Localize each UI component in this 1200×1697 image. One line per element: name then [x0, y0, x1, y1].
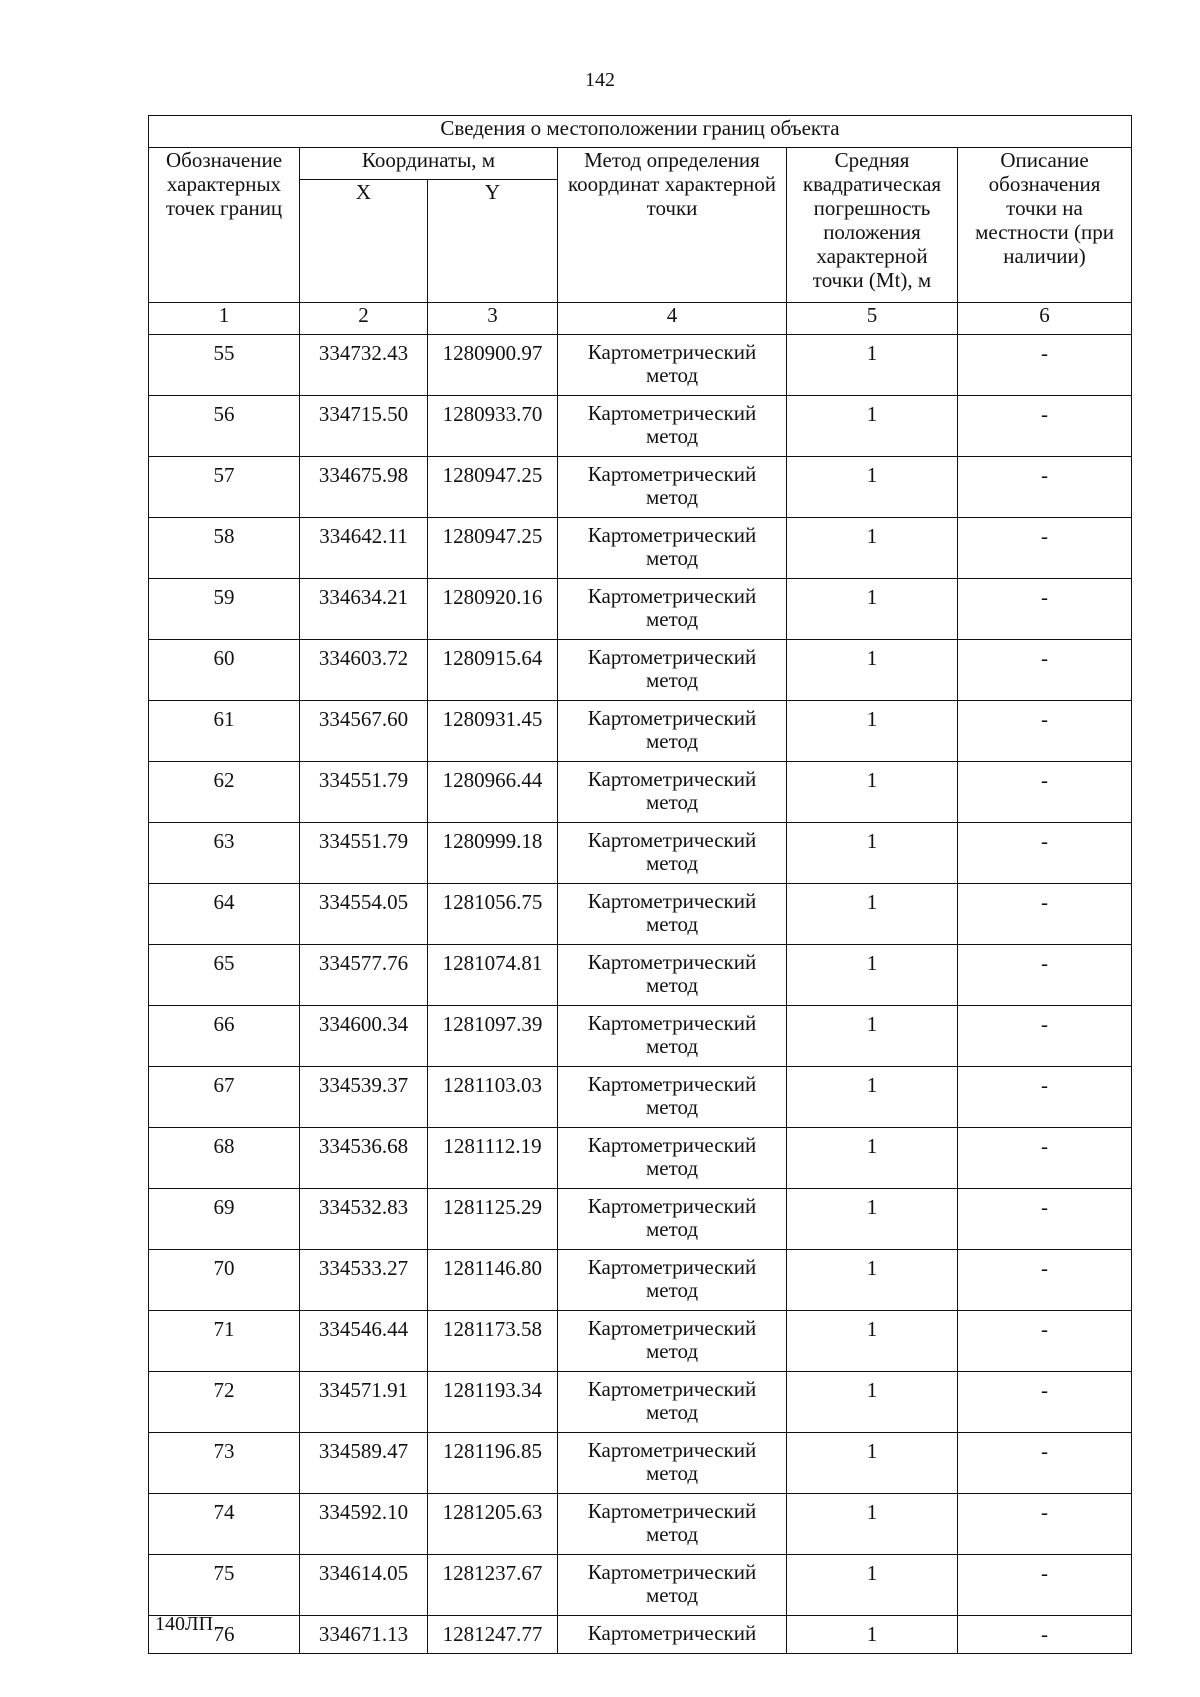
- method-cell: [558, 1250, 787, 1311]
- method-line-2: метод: [645, 973, 699, 997]
- method-line-1: Картометрический: [587, 889, 757, 913]
- header-point: [149, 148, 300, 303]
- method-line-2: метод: [645, 1156, 699, 1180]
- table-row: [149, 579, 1132, 640]
- point-id-cell: 55: [149, 335, 300, 396]
- method-line-2: метод: [645, 851, 699, 875]
- table-row: [149, 1433, 1132, 1494]
- method-line-1: Картометрический: [587, 706, 757, 730]
- table-row: [149, 335, 1132, 396]
- method-line-1: Картометрический: [587, 462, 757, 486]
- y-coordinate-cell: 1280933.70: [428, 396, 558, 457]
- error-cell: 1: [787, 1006, 958, 1067]
- description-cell: -: [958, 457, 1132, 518]
- method-line-2: метод: [645, 668, 699, 692]
- x-coordinate-cell: 334642.11: [300, 518, 428, 579]
- point-id-cell: 66: [149, 1006, 300, 1067]
- column-number: 6: [958, 303, 1132, 335]
- table-row: [149, 1311, 1132, 1372]
- method-line-1: Картометрический: [587, 1194, 757, 1218]
- table-row: [149, 396, 1132, 457]
- header-coords-text: Координаты, м: [361, 148, 496, 172]
- method-cell: [558, 884, 787, 945]
- y-coordinate-cell: 1280947.25: [428, 518, 558, 579]
- x-coordinate-cell: 334614.05: [300, 1555, 428, 1616]
- point-id-cell: 56: [149, 396, 300, 457]
- header-x-text: X: [355, 180, 372, 204]
- column-number: 2: [300, 303, 428, 335]
- method-line-1: Картометрический: [587, 523, 757, 547]
- error-cell: 1: [787, 457, 958, 518]
- header-error: [787, 148, 958, 303]
- footer-code: 140ЛП: [155, 1613, 214, 1635]
- point-id-cell: 71: [149, 1311, 300, 1372]
- method-line-1: Картометрический: [587, 767, 757, 791]
- method-line-1: Картометрический: [587, 645, 757, 669]
- x-coordinate-cell: 334567.60: [300, 701, 428, 762]
- method-line-1: Картометрический: [587, 1560, 757, 1584]
- x-coordinate-cell: 334554.05: [300, 884, 428, 945]
- method-line-1: Картометрический: [587, 584, 757, 608]
- table-row: [149, 640, 1132, 701]
- method-line-2: метод: [645, 1400, 699, 1424]
- x-coordinate-cell: 334546.44: [300, 1311, 428, 1372]
- method-cell: [558, 1616, 787, 1654]
- description-cell: -: [958, 335, 1132, 396]
- point-id-cell: 59: [149, 579, 300, 640]
- header-row-top: [149, 148, 1132, 180]
- y-coordinate-cell: 1281173.58: [428, 1311, 558, 1372]
- point-id-cell: 62: [149, 762, 300, 823]
- description-cell: -: [958, 640, 1132, 701]
- x-coordinate-cell: 334715.50: [300, 396, 428, 457]
- error-cell: 1: [787, 1433, 958, 1494]
- x-coordinate-cell: 334600.34: [300, 1006, 428, 1067]
- method-cell: [558, 823, 787, 884]
- header-coords: [300, 148, 558, 180]
- table-row: [149, 518, 1132, 579]
- error-cell: 1: [787, 1250, 958, 1311]
- method-cell: [558, 640, 787, 701]
- x-coordinate-cell: 334532.83: [300, 1189, 428, 1250]
- description-cell: -: [958, 1250, 1132, 1311]
- point-id-cell: 67: [149, 1067, 300, 1128]
- method-line-2: метод: [645, 1583, 699, 1607]
- header-error-text: Средняя квадратическая погрешность положения характерной точки (Mt), м: [802, 148, 942, 292]
- method-line-2: метод: [645, 1461, 699, 1485]
- method-cell: [558, 1494, 787, 1555]
- point-id-cell: 69: [149, 1189, 300, 1250]
- table-row: [149, 1006, 1132, 1067]
- x-coordinate-cell: 334603.72: [300, 640, 428, 701]
- y-coordinate-cell: 1281146.80: [428, 1250, 558, 1311]
- table-row: [149, 1616, 1132, 1654]
- y-coordinate-cell: 1281112.19: [428, 1128, 558, 1189]
- error-cell: 1: [787, 396, 958, 457]
- y-coordinate-cell: 1280900.97: [428, 335, 558, 396]
- point-id-cell: 60: [149, 640, 300, 701]
- table-row: [149, 1494, 1132, 1555]
- point-id-cell: 75: [149, 1555, 300, 1616]
- y-coordinate-cell: 1281205.63: [428, 1494, 558, 1555]
- description-cell: -: [958, 762, 1132, 823]
- page-number: 142: [585, 69, 615, 91]
- error-cell: 1: [787, 518, 958, 579]
- method-line-1: Картометрический: [587, 1011, 757, 1035]
- table-row: [149, 1250, 1132, 1311]
- x-coordinate-cell: 334536.68: [300, 1128, 428, 1189]
- method-line-2: метод: [645, 485, 699, 509]
- method-cell: [558, 1311, 787, 1372]
- table-row: [149, 1189, 1132, 1250]
- table-row: [149, 884, 1132, 945]
- method-line-2: метод: [645, 1095, 699, 1119]
- method-cell: [558, 945, 787, 1006]
- method-line-1: Картометрический: [587, 1377, 757, 1401]
- method-line-2: метод: [645, 607, 699, 631]
- description-cell: -: [958, 396, 1132, 457]
- y-coordinate-cell: 1281247.77: [428, 1616, 558, 1654]
- method-cell: [558, 1006, 787, 1067]
- x-coordinate-cell: 334551.79: [300, 762, 428, 823]
- header-method-text: Метод определения координат характерной точки: [568, 148, 776, 220]
- description-cell: -: [958, 823, 1132, 884]
- description-cell: -: [958, 1067, 1132, 1128]
- table-caption-text: Сведения о местоположении границ объекта: [440, 116, 840, 140]
- description-cell: -: [958, 945, 1132, 1006]
- table-row: [149, 457, 1132, 518]
- description-cell: -: [958, 1006, 1132, 1067]
- description-cell: -: [958, 1433, 1132, 1494]
- point-id-cell: 74: [149, 1494, 300, 1555]
- method-line-2: метод: [645, 1217, 699, 1241]
- x-coordinate-cell: 334571.91: [300, 1372, 428, 1433]
- error-cell: 1: [787, 1189, 958, 1250]
- column-number-row: [149, 303, 1132, 335]
- method-line-2: метод: [645, 363, 699, 387]
- method-cell: [558, 1189, 787, 1250]
- table-row: [149, 1372, 1132, 1433]
- y-coordinate-cell: 1281237.67: [428, 1555, 558, 1616]
- method-line-1: Картометрический: [587, 828, 757, 852]
- method-cell: [558, 518, 787, 579]
- y-coordinate-cell: 1280915.64: [428, 640, 558, 701]
- y-coordinate-cell: 1280947.25: [428, 457, 558, 518]
- error-cell: 1: [787, 762, 958, 823]
- header-method: [558, 148, 787, 303]
- point-id-cell: 73: [149, 1433, 300, 1494]
- method-line-2: метод: [645, 790, 699, 814]
- point-id-cell: 76: [149, 1616, 300, 1654]
- table-row: [149, 762, 1132, 823]
- x-coordinate-cell: 334539.37: [300, 1067, 428, 1128]
- column-number: 4: [558, 303, 787, 335]
- method-cell: [558, 1128, 787, 1189]
- error-cell: 1: [787, 1616, 958, 1654]
- x-coordinate-cell: 334634.21: [300, 579, 428, 640]
- method-line-1: Картометрический: [587, 1499, 757, 1523]
- y-coordinate-cell: 1281097.39: [428, 1006, 558, 1067]
- error-cell: 1: [787, 1372, 958, 1433]
- method-line-1: Картометрический: [587, 1133, 757, 1157]
- method-cell: [558, 1372, 787, 1433]
- description-cell: -: [958, 1494, 1132, 1555]
- description-cell: -: [958, 1311, 1132, 1372]
- y-coordinate-cell: 1281125.29: [428, 1189, 558, 1250]
- method-cell: [558, 1067, 787, 1128]
- description-cell: -: [958, 1128, 1132, 1189]
- point-id-cell: 63: [149, 823, 300, 884]
- method-cell: [558, 579, 787, 640]
- method-line-2: метод: [645, 1034, 699, 1058]
- method-line-1: Картометрический: [587, 1438, 757, 1462]
- y-coordinate-cell: 1281074.81: [428, 945, 558, 1006]
- error-cell: 1: [787, 701, 958, 762]
- error-cell: 1: [787, 335, 958, 396]
- error-cell: 1: [787, 945, 958, 1006]
- y-coordinate-cell: 1280931.45: [428, 701, 558, 762]
- method-cell: [558, 762, 787, 823]
- method-line-2: метод: [645, 1522, 699, 1546]
- column-number: 1: [149, 303, 300, 335]
- description-cell: -: [958, 1372, 1132, 1433]
- method-cell: [558, 1555, 787, 1616]
- table-row: [149, 945, 1132, 1006]
- table-row: [149, 1128, 1132, 1189]
- error-cell: 1: [787, 640, 958, 701]
- column-number: 3: [428, 303, 558, 335]
- error-cell: 1: [787, 884, 958, 945]
- method-cell: [558, 701, 787, 762]
- method-cell: [558, 396, 787, 457]
- header-description: [958, 148, 1132, 303]
- y-coordinate-cell: 1280920.16: [428, 579, 558, 640]
- y-coordinate-cell: 1281056.75: [428, 884, 558, 945]
- x-coordinate-cell: 334592.10: [300, 1494, 428, 1555]
- error-cell: 1: [787, 1555, 958, 1616]
- error-cell: 1: [787, 1494, 958, 1555]
- description-cell: -: [958, 1555, 1132, 1616]
- description-cell: -: [958, 1189, 1132, 1250]
- point-id-cell: 68: [149, 1128, 300, 1189]
- method-line-1: Картометрический: [587, 1072, 757, 1096]
- table-row: [149, 1067, 1132, 1128]
- method-line-1: Картометрический: [587, 340, 757, 364]
- x-coordinate-cell: 334671.13: [300, 1616, 428, 1654]
- method-line-1: Картометрический: [587, 1621, 757, 1645]
- y-coordinate-cell: 1280999.18: [428, 823, 558, 884]
- x-coordinate-cell: 334551.79: [300, 823, 428, 884]
- y-coordinate-cell: 1280966.44: [428, 762, 558, 823]
- x-coordinate-cell: 334577.76: [300, 945, 428, 1006]
- method-line-2: метод: [645, 729, 699, 753]
- error-cell: 1: [787, 579, 958, 640]
- description-cell: -: [958, 518, 1132, 579]
- point-id-cell: 64: [149, 884, 300, 945]
- point-id-cell: 57: [149, 457, 300, 518]
- method-line-1: Картометрический: [587, 401, 757, 425]
- y-coordinate-cell: 1281193.34: [428, 1372, 558, 1433]
- method-line-2: метод: [645, 1339, 699, 1363]
- method-line-2: метод: [645, 1278, 699, 1302]
- header-point-text: Обозначение характерных точек границ: [165, 148, 283, 220]
- method-cell: [558, 1433, 787, 1494]
- table-row: [149, 823, 1132, 884]
- error-cell: 1: [787, 1067, 958, 1128]
- boundary-coordinates-table: [148, 115, 1132, 1654]
- column-number: 5: [787, 303, 958, 335]
- x-coordinate-cell: 334533.27: [300, 1250, 428, 1311]
- method-line-2: метод: [645, 424, 699, 448]
- header-x: [300, 180, 428, 303]
- table-caption: [149, 116, 1132, 148]
- table-row: [149, 701, 1132, 762]
- table-caption-row: [149, 116, 1132, 148]
- method-line-1: Картометрический: [587, 1316, 757, 1340]
- method-cell: [558, 335, 787, 396]
- y-coordinate-cell: 1281103.03: [428, 1067, 558, 1128]
- y-coordinate-cell: 1281196.85: [428, 1433, 558, 1494]
- x-coordinate-cell: 334675.98: [300, 457, 428, 518]
- header-y: [428, 180, 558, 303]
- point-id-cell: 58: [149, 518, 300, 579]
- method-line-1: Картометрический: [587, 950, 757, 974]
- x-coordinate-cell: 334589.47: [300, 1433, 428, 1494]
- description-cell: -: [958, 579, 1132, 640]
- method-line-2: метод: [645, 546, 699, 570]
- description-cell: -: [958, 1616, 1132, 1654]
- point-id-cell: 61: [149, 701, 300, 762]
- header-y-text: Y: [484, 180, 501, 204]
- error-cell: 1: [787, 1311, 958, 1372]
- error-cell: 1: [787, 1128, 958, 1189]
- point-id-cell: 70: [149, 1250, 300, 1311]
- x-coordinate-cell: 334732.43: [300, 335, 428, 396]
- point-id-cell: 65: [149, 945, 300, 1006]
- method-line-2: метод: [645, 912, 699, 936]
- description-cell: -: [958, 701, 1132, 762]
- point-id-cell: 72: [149, 1372, 300, 1433]
- table-row: [149, 1555, 1132, 1616]
- method-cell: [558, 457, 787, 518]
- method-line-1: Картометрический: [587, 1255, 757, 1279]
- header-description-text: Описание обозначения точки на местности (при наличии): [975, 148, 1114, 268]
- error-cell: 1: [787, 823, 958, 884]
- description-cell: -: [958, 884, 1132, 945]
